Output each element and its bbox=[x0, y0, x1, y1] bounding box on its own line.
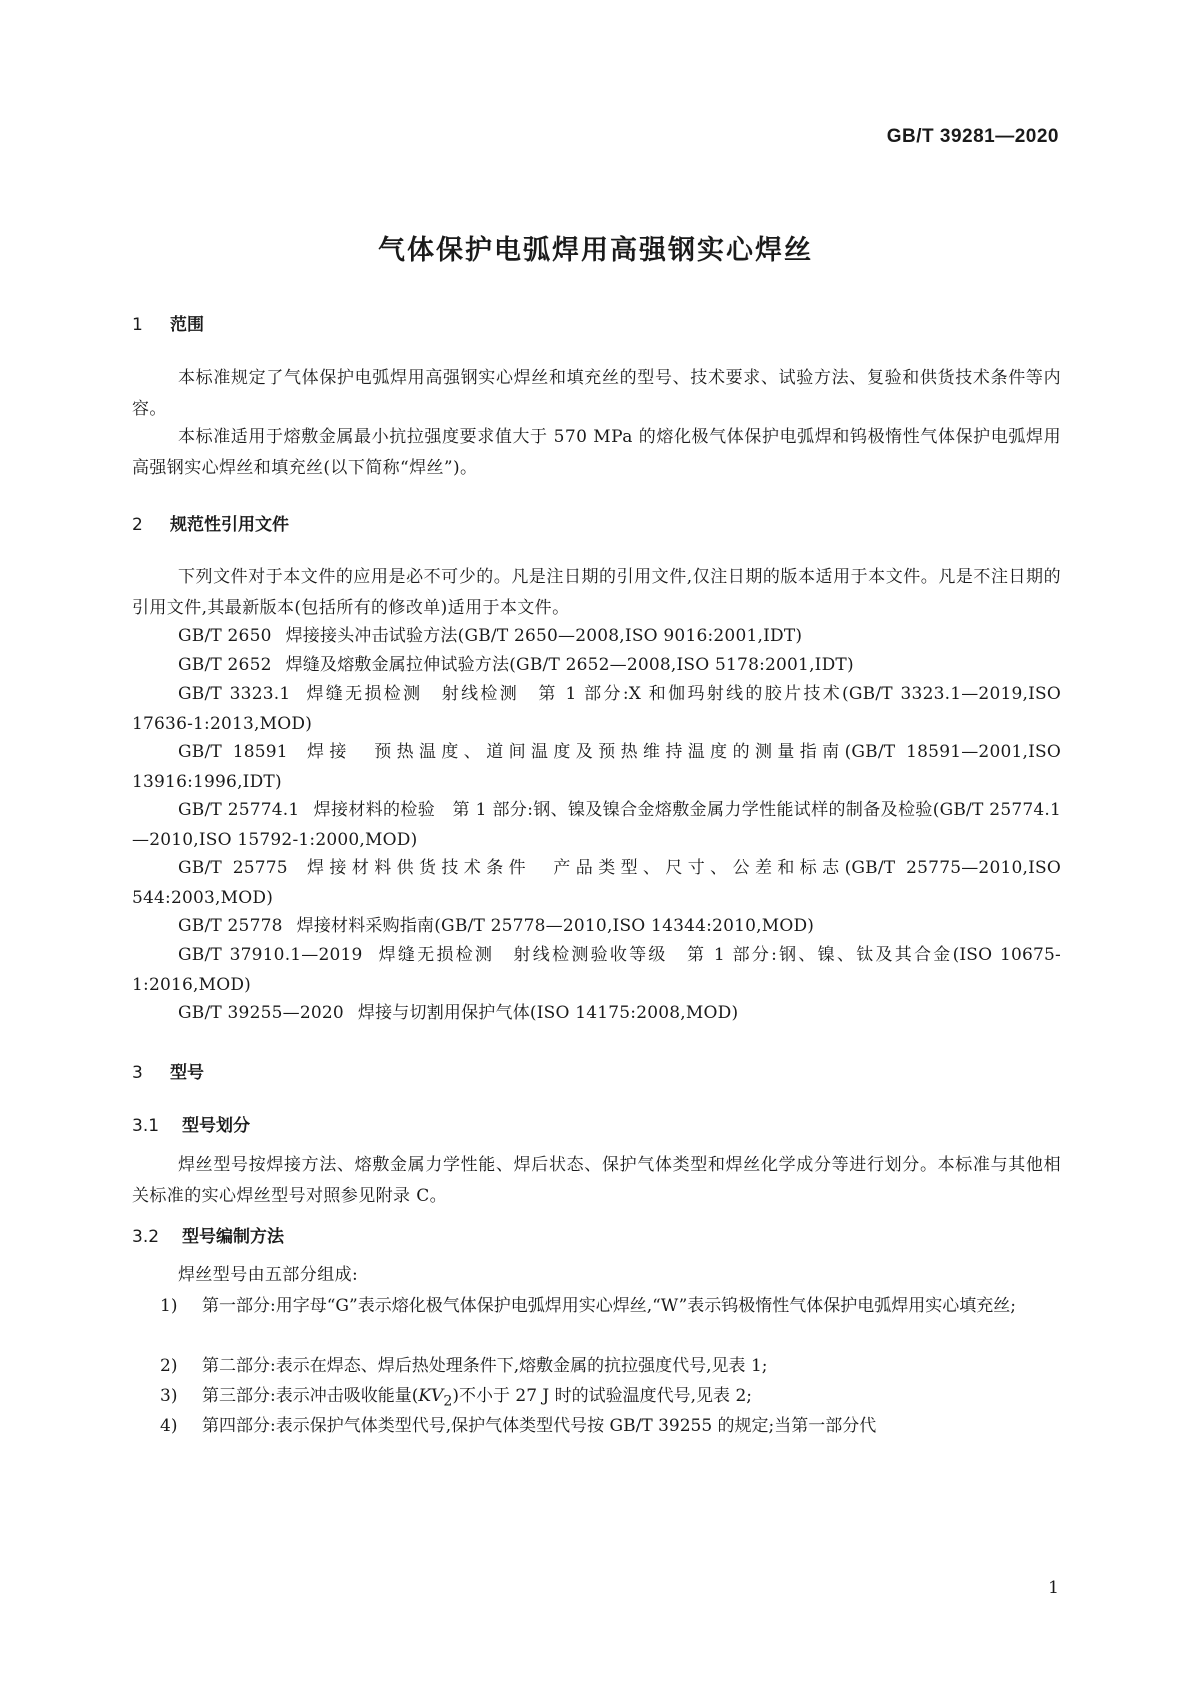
kv-subscript: 2 bbox=[443, 1393, 453, 1410]
reference-code: GB/T 3323.1 bbox=[178, 684, 291, 704]
section-title: 型号编制方法 bbox=[182, 1227, 284, 1247]
section-1-paragraph-1: 本标准规定了气体保护电弧焊用高强钢实心焊丝和填充丝的型号、技术要求、试验方法、复验和供货技术条件等内容。 bbox=[132, 368, 1061, 419]
reference-item bbox=[132, 795, 1061, 855]
section-1-heading bbox=[132, 310, 204, 335]
reference-title: 焊接 预热温度、道间温度及预热维持温度的测量指南(GB/T 18591—2001,ISO 13916:1996,IDT) bbox=[132, 742, 1061, 792]
standard-code: GB/T 39281—2020 bbox=[886, 126, 1059, 147]
reference-title: 焊缝无损检测 射线检测验收等级 第 1 部分:钢、镍、钛及其合金(ISO 10675-1:2016,MOD) bbox=[132, 945, 1061, 995]
reference-title: 焊缝无损检测 射线检测 第 1 部分:X 和伽玛射线的胶片技术(GB/T 3323.1—2019,ISO 17636-1:2013,MOD) bbox=[132, 684, 1061, 734]
reference-code: GB/T 39255—2020 bbox=[178, 1003, 344, 1023]
reference-code: GB/T 25778 bbox=[178, 916, 283, 936]
list-item-text: 第二部分:表示在焊态、焊后热处理条件下,熔敷金属的抗拉强度代号,见表 1; bbox=[202, 1356, 768, 1376]
reference-item bbox=[132, 911, 1061, 941]
section-title: 范围 bbox=[170, 315, 204, 335]
list-marker: 2) bbox=[160, 1356, 178, 1376]
reference-item bbox=[132, 679, 1061, 739]
reference-title: 焊接材料采购指南(GB/T 25778—2010,ISO 14344:2010,MOD) bbox=[296, 916, 815, 936]
reference-item bbox=[132, 621, 1061, 651]
list-item-text-after: )不小于 27 J 时的试验温度代号,见表 2; bbox=[452, 1386, 753, 1406]
list-marker: 1) bbox=[160, 1296, 178, 1316]
reference-item bbox=[132, 998, 1061, 1028]
list-item bbox=[160, 1351, 1061, 1381]
section-title: 型号 bbox=[170, 1063, 204, 1083]
kv-symbol: KV bbox=[418, 1386, 444, 1406]
reference-item bbox=[132, 940, 1061, 1000]
list-item-text: 第四部分:表示保护气体类型代号,保护气体类型代号按 GB/T 39255 的规定;当第一部分代 bbox=[202, 1416, 877, 1436]
section-number: 3 bbox=[132, 1063, 143, 1083]
section-3-1-paragraph: 焊丝型号按焊接方法、熔敷金属力学性能、焊后状态、保护气体类型和焊丝化学成分等进行划分。本标准与其他相关标准的实心焊丝型号对照参见附录 C。 bbox=[132, 1155, 1061, 1206]
list-item-text-before: 第三部分:表示冲击吸收能量( bbox=[202, 1386, 419, 1406]
section-title: 型号划分 bbox=[182, 1116, 250, 1136]
reference-title: 焊接与切割用保护气体(ISO 14175:2008,MOD) bbox=[357, 1003, 739, 1023]
list-item bbox=[160, 1411, 1061, 1441]
reference-code: GB/T 25774.1 bbox=[178, 800, 300, 820]
section-3-2-heading bbox=[132, 1222, 284, 1247]
section-number: 1 bbox=[132, 315, 143, 335]
reference-title: 焊接接头冲击试验方法(GB/T 2650—2008,ISO 9016:2001,IDT) bbox=[285, 626, 803, 646]
section-title: 规范性引用文件 bbox=[170, 515, 289, 535]
section-2-heading bbox=[132, 510, 289, 535]
list-item-text: 第一部分:用字母“G”表示熔化极气体保护电弧焊用实心焊丝,“W”表示钨极惰性气体保护电弧焊用实心填充丝; bbox=[202, 1296, 1016, 1316]
reference-item bbox=[132, 737, 1061, 797]
list-marker: 4) bbox=[160, 1416, 178, 1436]
reference-code: GB/T 37910.1—2019 bbox=[178, 945, 363, 965]
section-3-2-intro: 焊丝型号由五部分组成: bbox=[178, 1265, 359, 1285]
section-2-intro: 下列文件对于本文件的应用是必不可少的。凡是注日期的引用文件,仅注日期的版本适用于本文件。凡是不注日期的引用文件,其最新版本(包括所有的修改单)适用于本文件。 bbox=[132, 567, 1061, 618]
reference-title: 焊接材料供货技术条件 产品类型、尺寸、公差和标志(GB/T 25775—2010,ISO 544:2003,MOD) bbox=[132, 858, 1061, 908]
reference-title: 焊缝及熔敷金属拉伸试验方法(GB/T 2652—2008,ISO 5178:2001,IDT) bbox=[285, 655, 854, 675]
document-title: 气体保护电弧焊用高强钢实心焊丝 bbox=[378, 235, 813, 266]
section-number: 3.2 bbox=[132, 1227, 160, 1247]
section-number: 3.1 bbox=[132, 1116, 160, 1136]
section-number: 2 bbox=[132, 515, 143, 535]
reference-item bbox=[132, 853, 1061, 913]
section-3-heading bbox=[132, 1058, 204, 1083]
section-3-1-heading bbox=[132, 1111, 250, 1136]
list-item bbox=[160, 1291, 1061, 1321]
reference-item bbox=[132, 650, 1061, 680]
reference-code: GB/T 2652 bbox=[178, 655, 272, 675]
page-number: 1 bbox=[1048, 1578, 1059, 1598]
reference-code: GB/T 2650 bbox=[178, 626, 272, 646]
reference-title: 焊接材料的检验 第 1 部分:钢、镍及镍合金熔敷金属力学性能试样的制备及检验(GB/T 25774.1—2010,ISO 15792-1:2000,MOD) bbox=[132, 800, 1061, 850]
reference-code: GB/T 18591 bbox=[178, 742, 288, 762]
reference-code: GB/T 25775 bbox=[178, 858, 288, 878]
list-marker: 3) bbox=[160, 1386, 178, 1406]
section-1-paragraph-2: 本标准适用于熔敷金属最小抗拉强度要求值大于 570 MPa 的熔化极气体保护电弧焊和钨极惰性气体保护电弧焊用高强钢实心焊丝和填充丝(以下简称“焊丝”)。 bbox=[132, 427, 1061, 478]
